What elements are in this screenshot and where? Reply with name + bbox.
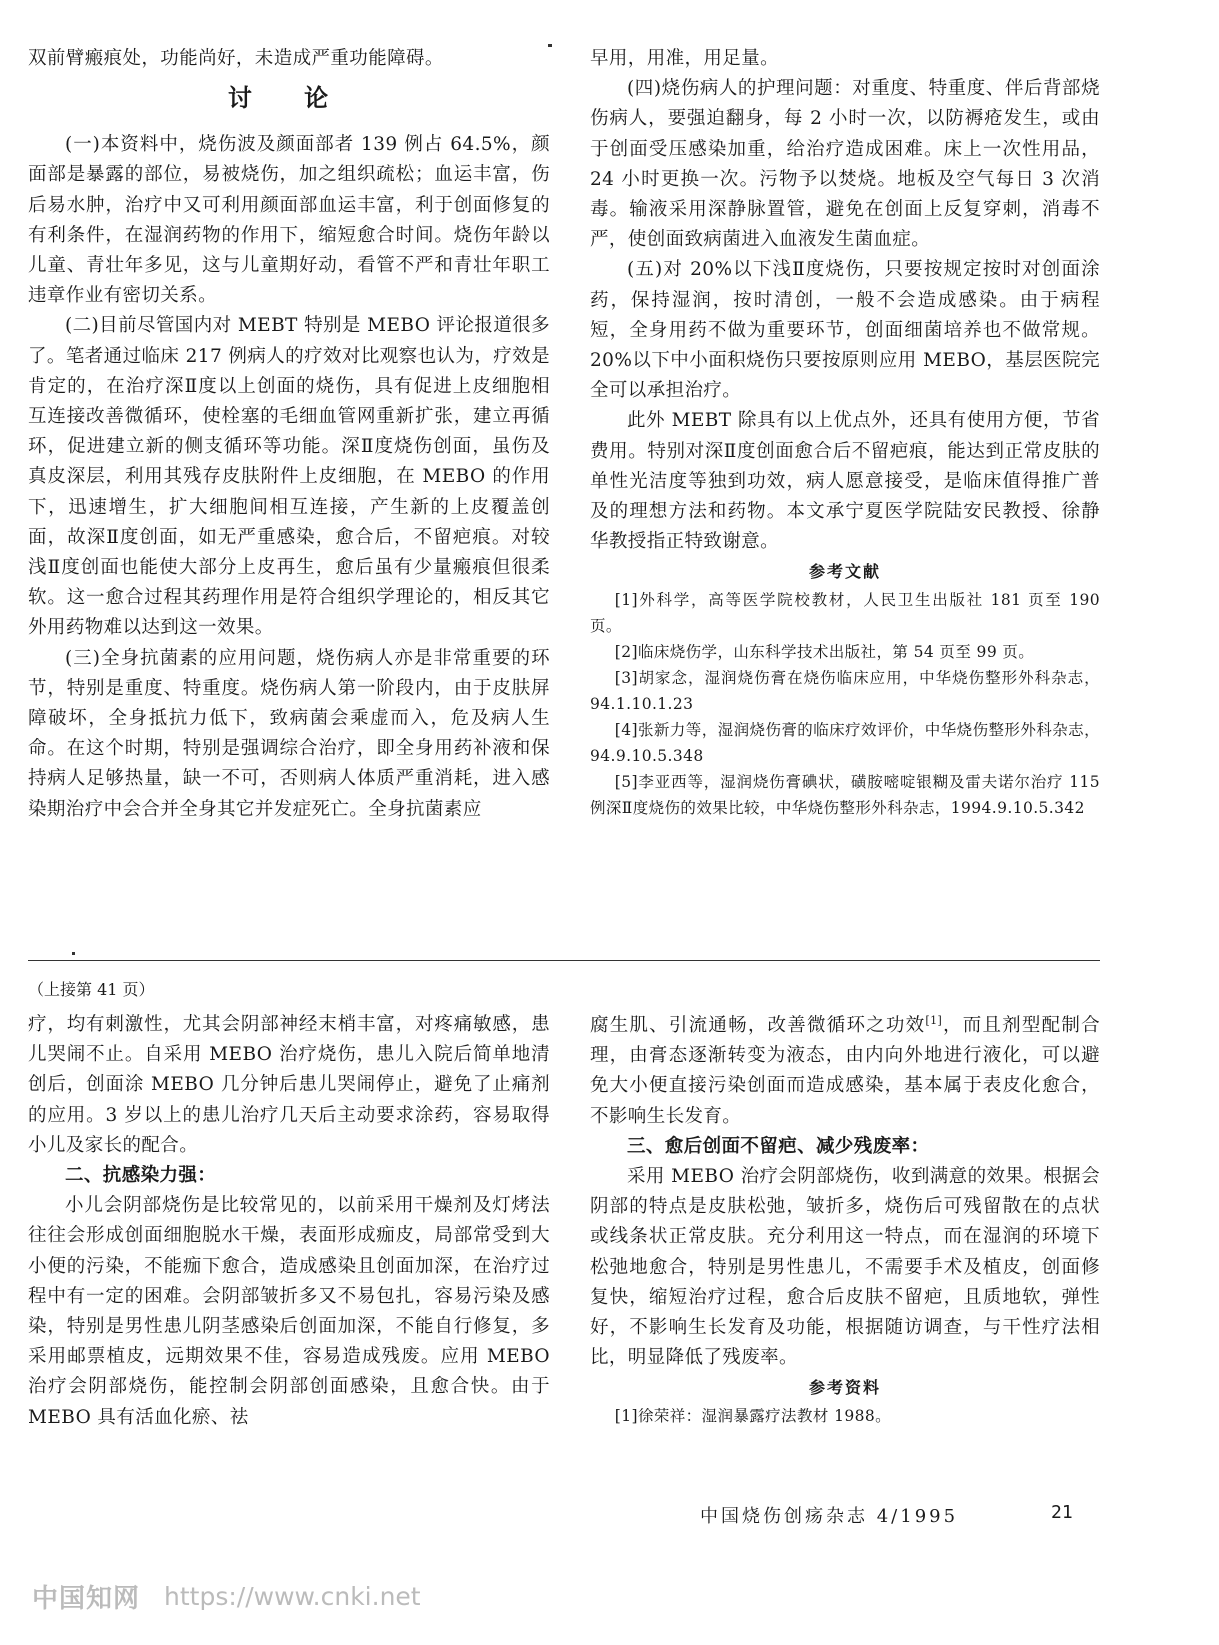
continued-from-note: （上接第 41 页） <box>28 980 155 999</box>
reference-item: [5]李亚西等，湿润烧伤膏碘状，磺胺嘧啶银糊及雷夫诺尔治疗 115 例深Ⅱ度烧伤的效果比较，中华烧伤整形外科杂志，1994.9.10.5.342 <box>590 773 1100 818</box>
paragraph <box>590 1011 1100 1132</box>
paragraph: (四)烧伤病人的护理问题：对重度、特重度、伴后背部烧伤病人，要强迫翻身，每 2 小时一次，以防褥疮发生，或由于创面受压感染加重，给治疗造成困难。床上一次性用品，24 小时更换一次。污物予以焚烧。地板及空气每日 3 次消毒。输液采用深静脉置管，避免在创面上反复穿刺，消毒不严，使创面致病菌进入血液发生菌血症。 <box>590 78 1100 251</box>
journal-footer: 中国烧伤创疡杂志 4/1995 <box>700 1506 959 1527</box>
references-title: 参考资料 <box>808 1378 881 1398</box>
paragraph: 小儿会阴部烧伤是比较常见的，以前采用干燥剂及灯烤法往往会形成创面细胞脱水干燥，表面形成痂皮，局部常受到大小便的污染，不能痂下愈合，造成感染且创面加深，在治疗过程中有一定的困难。会阴部皱折多又不易包扎，容易污染及感染，特别是男性患儿阴茎感染后创面加深，不能自行修复，多采用邮票植皮，远期效果不佳，容易造成残废。应用 MEBO 治疗会阴部烧伤，能控制会阴部创面感染，且愈合快。由于 MEBO 具有活血化瘀、祛 <box>28 1195 550 1428</box>
paragraph: (五)对 20%以下浅Ⅱ度烧伤，只要按规定按时对创面涂药，保持湿润，按时清创，一般不会造成感染。由于病程短，全身用药不做为重要环节，创面细菌培养也不做常规。20%以下中小面积烧伤只要按原则应用 MEBO，基层医院完全可以承担治疗。 <box>590 259 1100 402</box>
paragraph: 双前臂瘢痕处，功能尚好，未造成严重功能障碍。 <box>28 48 444 69</box>
paragraph: 采用 MEBO 治疗会阴部烧伤，收到满意的效果。根据会阴部的特点是皮肤松弛，皱折多，烧伤后可残留散在的点状或线条状正常皮肤。充分利用这一特点，而在湿润的环境下松弛地愈合，特别是男性患儿，不需要手术及植皮，创面修复快，缩短治疗过程，愈合后皮肤不留疤，且质地软，弹性好，不影响生长发育及功能，根据随访调查，与干性疗法相比，明显降低了残废率。 <box>590 1166 1100 1369</box>
reference-item: [2]临床烧伤学，山东科学技术出版社，第 54 页至 99 页。 <box>614 643 1035 662</box>
references-title: 参考文献 <box>808 562 881 582</box>
section-heading-discussion: 讨 论 <box>227 83 351 113</box>
scan-speck <box>548 44 552 47</box>
reference-item: [3]胡家念，湿润烧伤膏在烧伤临床应用，中华烧伤整形外科杂志，94.1.10.1.23 <box>590 669 1100 714</box>
paragraph: 疗，均有刺激性，尤其会阴部神经末梢丰富，对疼痛敏感，患儿哭闹不止。自采用 MEBO 治疗烧伤，患儿入院后简单地清创后，创面涂 MEBO 几分钟后患儿哭闹停止，避免了止痛剂的应用。3 岁以上的患儿治疗几天后主动要求涂药，容易取得小儿及家长的配合。 <box>28 1014 550 1156</box>
column-bottom-right <box>590 1011 1100 1429</box>
column-top-left <box>28 44 550 825</box>
paragraph: (二)目前尽管国内对 MEBT 特别是 MEBO 评论报道很多了。笔者通过临床 217 例病人的疗效对比观察也认为，疗效是肯定的，在治疗深Ⅱ度以上创面的烧伤，具有促进上皮细胞相互连接改善微循环，使栓塞的毛细血管网重新扩张，建立再循环，促进建立新的侧支循环等功能。深Ⅱ度烧伤创面，虽伤及真皮深层，利用其残存皮肤附件上皮细胞，在 MEBO 的作用下，迅速增生，扩大细胞间相互连接，产生新的上皮覆盖创面，故深Ⅱ度创面，如无严重感染，愈合后，不留疤痕。对较浅Ⅱ度创面也能使大部分上皮再生，愈后虽有少量瘢痕但很柔软。这一愈合过程其药理作用是符合组织学理论的，相反其它外用药物难以达到这一效果。 <box>28 315 550 639</box>
column-bottom-left <box>28 980 550 1433</box>
paragraph-text: 腐生肌、引流通畅，改善微循环之功效 <box>590 1015 926 1036</box>
reference-item: [1]徐荣祥：湿润暴露疗法教材 1988。 <box>614 1407 892 1426</box>
section-title-anti-infection: 二、抗感染力强： <box>65 1165 217 1187</box>
paragraph: 此外 MEBT 除具有以上优点外，还具有使用方便，节省费用。特别对深Ⅱ度创面愈合后不留疤痕，能达到正常皮肤的单性光洁度等独到功效，病人愿意接受，是临床值得推广普及的理想方法和药物。本文承宁夏医学院陆安民教授、徐静华教授指正特致谢意。 <box>590 410 1100 553</box>
watermark <box>32 1578 421 1615</box>
column-top-right <box>590 44 1100 821</box>
reference-item: [1]外科学，高等医学院校教材，人民卫生出版社 181 页至 190 页。 <box>590 591 1100 636</box>
section-divider-line <box>28 960 1100 961</box>
paragraph: (一)本资料中，烧伤波及颜面部者 139 例占 64.5%，颜面部是暴露的部位，易被烧伤，加之组织疏松；血运丰富，伤后易水肿，治疗中又可利用颜面部血运丰富，利于创面修复的有利条件，在湿润药物的作用下，缩短愈合时间。烧伤年龄以儿童、青壮年多见，这与儿童期好动，看管不严和青壮年职工违章作业有密切关系。 <box>28 134 550 307</box>
paragraph: 早用，用准，用足量。 <box>590 48 780 69</box>
page-number: 21 <box>1051 1502 1073 1523</box>
reference-item: [4]张新力等，湿润烧伤膏的临床疗效评价，中华烧伤整形外科杂志，94.9.10.5.348 <box>590 721 1100 766</box>
paragraph: (三)全身抗菌素的应用问题，烧伤病人亦是非常重要的环节，特别是重度、特重度。烧伤病人第一阶段内，由于皮肤屏障破坏，全身抵抗力低下，致病菌会乘虚而入，危及病人生命。在这个时期，特别是强调综合治疗，即全身用药补液和保持病人足够热量，缺一不可，否则病人体质严重消耗，进入感染期治疗中会合并全身其它并发症死亡。全身抗菌素应 <box>28 647 550 820</box>
scan-speck <box>72 952 75 955</box>
cnki-logo: 中国知网 <box>32 1584 141 1614</box>
citation-marker: [1] <box>925 1013 943 1027</box>
section-title-no-scar: 三、愈后创面不留疤、减少残废率： <box>627 1135 930 1157</box>
paragraph-text: ，而且剂型配制合理，由膏态逐渐转变为液态，由内向外地进行液化，可以避免大小便直接污染创面而造成感染，基本属于表皮化愈合，不影响生长发育。 <box>590 1015 1100 1127</box>
cnki-url: https://www.cnki.net <box>164 1582 421 1611</box>
